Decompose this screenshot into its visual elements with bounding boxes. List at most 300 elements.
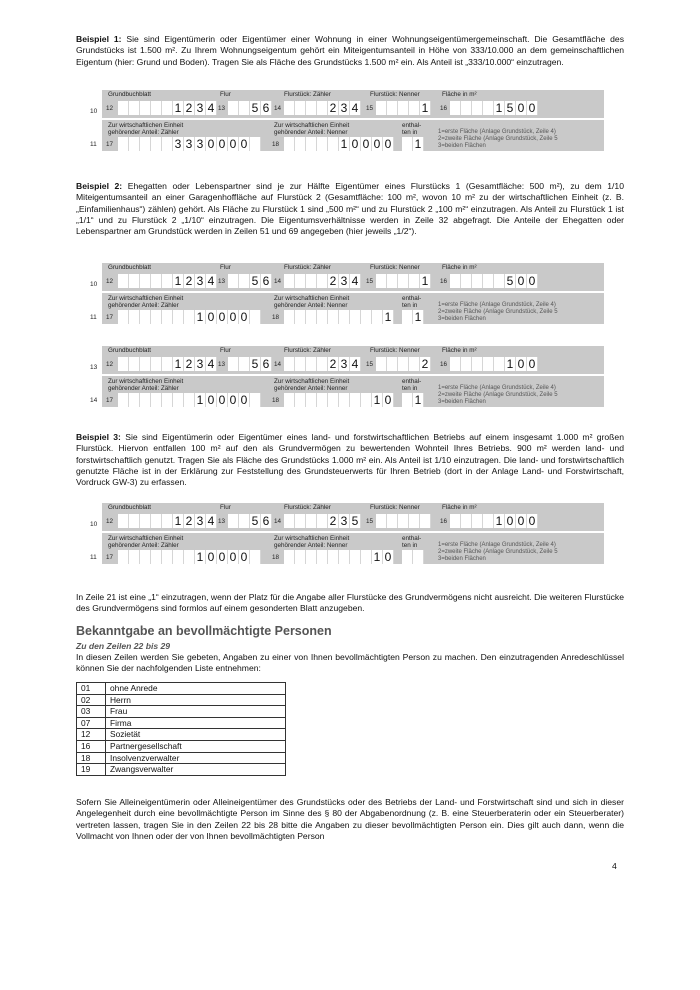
form-band-top [102,90,604,118]
form-band-bottom [102,376,604,407]
flur-field[interactable] [228,357,272,371]
flaeche-field-cell [450,101,461,115]
salutation-label: Sozietät [106,729,286,741]
flaeche-field-cell: 0 [527,514,538,528]
nenner-field-cell [398,101,409,115]
enthalten-field-cell [402,137,413,151]
table-row [77,717,286,729]
label-zaehler: Flurstück: Zähler [284,91,331,98]
salutation-label: Firma [106,717,286,729]
anteil-zaehler-field-cell [140,550,151,564]
anteil-zaehler-field-cell: 1 [195,393,206,407]
anteil-zaehler-field-cell [162,137,173,151]
flaeche-field[interactable] [450,514,538,528]
label-einheit-nenner: gehörender Anteil: Nenner [274,129,348,136]
col-number: 17 [106,554,114,561]
grundbuchblatt-field-cell [140,101,151,115]
zaehler-field-cell: 3 [339,514,350,528]
zaehler-field-cell [306,357,317,371]
anteil-zaehler-tail-field-cell: 0 [239,550,250,564]
nenner-field-cell [409,274,420,288]
anteil-zaehler-field-cell: 1 [195,550,206,564]
grundbuchblatt-field[interactable] [118,274,217,288]
label-einheit-nenner: gehörender Anteil: Nenner [274,385,348,392]
zaehler-field[interactable] [284,274,361,288]
grundbuchblatt-field-cell [118,101,129,115]
anteil-nenner-field-cell [284,393,295,407]
anteil-nenner-field-cell [306,310,317,324]
label-einheit-zaehler: gehörender Anteil: Zähler [108,129,179,136]
grundbuchblatt-field-cell: 1 [173,101,184,115]
label-grundbuchblatt: Grundbuchblatt [108,347,152,354]
nenner-field-cell [387,101,398,115]
nenner-field[interactable] [376,357,431,371]
col-number: 13 [218,278,226,285]
label-einheit-nenner: Zur wirtschaftlichen Einheit [274,535,350,542]
col-number: 18 [272,397,280,404]
anteil-zaehler-tail-field-cell: 0 [228,550,239,564]
grundbuchblatt-field-cell: 2 [184,101,195,115]
anteil-nenner-field-cell [339,310,350,324]
row-number: 10 [90,521,98,528]
anteil-nenner-field-cell [306,137,317,151]
anteil-zaehler-field[interactable] [118,550,206,564]
example-1-label: Beispiel 1: [76,34,122,44]
grundbuchblatt-field-cell: 2 [184,357,195,371]
anteil-nenner-field[interactable] [284,137,394,151]
anteil-nenner-field-cell [328,393,339,407]
flur-field-cell [228,274,239,288]
label-zaehler: Flurstück: Zähler [284,264,331,271]
label-einheit-zaehler: gehörender Anteil: Zähler [108,385,179,392]
anteil-zaehler-tail-field-cell: 0 [217,137,228,151]
flur-field-cell: 5 [250,274,261,288]
form-example-2-a [76,263,604,324]
anteil-zaehler-tail-field[interactable] [206,137,261,151]
enthalten-field[interactable] [402,550,424,564]
zaehler-field-cell [284,357,295,371]
grundbuchblatt-field-cell [129,357,140,371]
zaehler-field-cell [306,514,317,528]
anteil-nenner-field-cell: 0 [383,550,394,564]
label-einheit-zaehler: Zur wirtschaftlichen Einheit [108,378,184,385]
grundbuchblatt-field-cell [151,514,162,528]
grundbuchblatt-field-cell: 1 [173,514,184,528]
anteil-zaehler-field-cell [151,393,162,407]
label-enthalten: ten in [402,129,418,136]
anteil-zaehler-field[interactable] [118,393,206,407]
zaehler-field-cell [317,514,328,528]
legend-line: 2=zweite Fläche (Anlage Grundstück, Zeile 5 [438,136,558,142]
anteil-nenner-field-cell [372,310,383,324]
col-number: 12 [106,105,114,112]
row-number: 11 [90,314,97,321]
row-number: 13 [90,364,98,371]
col-number: 14 [274,105,282,112]
row-number: 11 [90,554,97,561]
flaeche-field-cell [483,101,494,115]
section-subtitle: Zu den Zeilen 22 bis 29 [76,641,171,651]
zaehler-field-cell: 2 [328,514,339,528]
flaeche-field-cell: 0 [516,101,527,115]
nenner-field-cell [387,357,398,371]
example-3-label: Beispiel 3: [76,432,121,442]
anteil-zaehler-field-cell [118,310,129,324]
table-row [77,764,286,776]
flaeche-field[interactable] [450,274,538,288]
zaehler-field-cell: 5 [350,514,361,528]
anteil-zaehler-tail-field-cell: 0 [217,310,228,324]
flur-field-cell [228,101,239,115]
grundbuchblatt-field[interactable] [118,514,217,528]
anteil-nenner-field[interactable] [284,550,394,564]
flur-field-cell [239,514,250,528]
label-nenner: Flurstück: Nenner [370,264,420,271]
grundbuchblatt-field[interactable] [118,101,217,115]
grundbuchblatt-field-cell [118,274,129,288]
table-row [77,740,286,752]
flur-field-cell: 6 [261,514,272,528]
zaehler-field-cell: 2 [328,274,339,288]
anteil-zaehler-tail-field-cell: 0 [239,393,250,407]
closing-paragraph: Sofern Sie Alleineigentümerin oder Alleineigentümer des Grundstücks oder des Betriebs der Land- und Forstwirtschaft sind und sich in dieser Angelegenheit durch eine bevollmächtigte Person im Sinne des § 80 der Abgabenordnung (z. B. eine Steuerberaterin oder ein Steuerberater) vertreten lassen, tragen Sie in den Zeilen 22 bis 28 bitte die Angaben zu dieser bevollmächtigten Person ein. Dies gilt auch dann, wenn die Vollmacht von Ihnen oder der von Ihnen bevollmächtigten Person [76,797,624,841]
salutation-label: Partnergesellschaft [106,740,286,752]
flaeche-field-cell [461,357,472,371]
label-einheit-zaehler: Zur wirtschaftlichen Einheit [108,122,184,129]
legend-line: 2=zweite Fläche (Anlage Grundstück, Zeile 5 [438,309,558,315]
legend-line: 3=beiden Flächen [438,556,486,562]
grundbuchblatt-field-cell [162,274,173,288]
enthalten-field-cell [402,393,413,407]
flaeche-field-cell: 0 [527,274,538,288]
flaeche-field-cell: 0 [516,514,527,528]
col-number: 16 [440,361,448,368]
row-number: 10 [90,108,98,115]
grundbuchblatt-field-cell [140,357,151,371]
col-number: 15 [366,105,374,112]
anteil-nenner-field-cell [361,310,372,324]
zaehler-field-cell [306,101,317,115]
label-einheit-zaehler: gehörender Anteil: Zähler [108,542,179,549]
zaehler-field-cell: 3 [339,101,350,115]
anteil-zaehler-tail-field-cell: 0 [206,550,217,564]
flaeche-field-cell: 5 [505,101,516,115]
table-row [77,694,286,706]
label-flur: Flur [220,504,231,511]
label-zaehler: Flurstück: Zähler [284,504,331,511]
label-enthalten: ten in [402,542,418,549]
zaehler-field[interactable] [284,514,361,528]
label-nenner: Flurstück: Nenner [370,504,420,511]
anteil-nenner-field-cell: 1 [372,393,383,407]
label-enthalten: enthal- [402,122,422,129]
nenner-field-cell: 2 [420,357,431,371]
example-1-paragraph [76,34,624,68]
anteil-nenner-field-cell [295,310,306,324]
grundbuchblatt-field-cell [151,357,162,371]
grundbuchblatt-field-cell: 3 [195,357,206,371]
flaeche-field-cell: 0 [516,357,527,371]
flur-field-cell: 6 [261,274,272,288]
label-einheit-nenner: Zur wirtschaftlichen Einheit [274,122,350,129]
label-zaehler: Flurstück: Zähler [284,347,331,354]
flaeche-field-cell: 5 [505,274,516,288]
anteil-zaehler-field-cell: 3 [173,137,184,151]
col-number: 13 [218,105,226,112]
grundbuchblatt-field-cell: 4 [206,357,217,371]
label-flaeche: Fläche in m² [442,264,477,271]
label-flur: Flur [220,264,231,271]
flur-field-cell [239,101,250,115]
anteil-zaehler-tail-field[interactable] [206,393,261,407]
grundbuchblatt-field-cell [140,514,151,528]
grundbuchblatt-field-cell: 1 [173,357,184,371]
anteil-nenner-field-cell [317,393,328,407]
anteil-nenner-field-cell: 0 [361,137,372,151]
zaehler-field-cell [284,274,295,288]
flaeche-field-cell: 1 [494,514,505,528]
col-number: 13 [218,518,226,525]
salutation-code: 07 [77,717,106,729]
anteil-zaehler-tail-field[interactable] [206,550,261,564]
salutation-label: Herrn [106,694,286,706]
flaeche-field-cell [494,274,505,288]
flaeche-field-cell [472,274,483,288]
anteil-nenner-field[interactable] [284,393,394,407]
anteil-nenner-field-cell: 1 [372,550,383,564]
flaeche-field-cell [472,357,483,371]
label-flaeche: Fläche in m² [442,504,477,511]
salutation-code-table [76,682,286,776]
anteil-zaehler-field-cell [162,393,173,407]
anteil-zaehler-field-cell: 1 [195,310,206,324]
anteil-zaehler-field-cell [129,137,140,151]
enthalten-field[interactable] [402,393,424,407]
row-number: 10 [90,281,98,288]
anteil-zaehler-field-cell [162,310,173,324]
legend-line: 2=zweite Fläche (Anlage Grundstück, Zeile 5 [438,549,558,555]
enthalten-field-cell [402,550,413,564]
anteil-nenner-field-cell [328,137,339,151]
anteil-zaehler-field-cell [162,550,173,564]
anteil-zaehler-field-cell [129,393,140,407]
grundbuchblatt-field-cell [151,101,162,115]
grundbuchblatt-field-cell [129,101,140,115]
grundbuchblatt-field-cell [151,274,162,288]
zaehler-field-cell [295,274,306,288]
legend-line: 1=erste Fläche (Anlage Grundstück, Zeile 4) [438,302,556,308]
anteil-zaehler-field-cell [118,393,129,407]
anteil-nenner-field[interactable] [284,310,394,324]
grundbuchblatt-field-cell [129,274,140,288]
flaeche-field-cell [483,514,494,528]
legend-line: 1=erste Fläche (Anlage Grundstück, Zeile 4) [438,542,556,548]
flaeche-field-cell [483,274,494,288]
col-number: 12 [106,361,114,368]
zaehler-field-cell [295,357,306,371]
example-3-text: Sie sind Eigentümerin oder Eigentümer eines land- und forstwirtschaftlichen Betriebs auf einem insgesamt 1.000 m² großen Flurstück. Hiervon entfallen 100 m² auf den als Grundvermögen zu bewertenden Wohnteil Ihres Betriebs. 900 m² werden land- und forstwirtschaftlich genutzt. Tragen Sie als Fläche des Grundstücks 1.000 m² ein. Als Anteil ist 1/10 einzutragen. Die land- und forstwirtschaftlich genutzte Fläche ist in der Erklärung zur Feststellung des Grundsteuerwerts für Ihren Betrieb (dort in der Anlage Land- und Forstwirtschaft, Vordruck GW-3) zu erfassen. [76,432,624,488]
grundbuchblatt-field-cell: 4 [206,274,217,288]
anteil-nenner-field-cell [328,550,339,564]
zaehler-field-cell: 3 [339,357,350,371]
flur-field[interactable] [228,274,272,288]
flaeche-field-cell: 0 [516,274,527,288]
nenner-field[interactable] [376,101,431,115]
anteil-zaehler-tail-field-cell: 0 [228,137,239,151]
anteil-zaehler-field-cell [140,310,151,324]
grundbuchblatt-field-cell: 4 [206,101,217,115]
flaeche-field-cell [494,357,505,371]
label-enthalten: enthal- [402,535,422,542]
grundbuchblatt-field-cell [140,274,151,288]
label-einheit-zaehler: Zur wirtschaftlichen Einheit [108,535,184,542]
flaeche-field-cell: 0 [527,101,538,115]
label-nenner: Flurstück: Nenner [370,347,420,354]
flaeche-field-cell: 0 [505,514,516,528]
zaehler-field[interactable] [284,101,361,115]
example-3-paragraph [76,432,624,488]
grundbuchblatt-field-cell [162,101,173,115]
label-enthalten: enthal- [402,378,422,385]
col-number: 14 [274,518,282,525]
zaehler-field-cell: 2 [328,357,339,371]
zaehler-field-cell: 4 [350,101,361,115]
anteil-nenner-field-cell [317,137,328,151]
flur-field-cell: 6 [261,357,272,371]
anteil-zaehler-tail-field-cell: 0 [217,393,228,407]
grundbuchblatt-field-cell: 1 [173,274,184,288]
col-number: 13 [218,361,226,368]
flaeche-field-cell [461,101,472,115]
enthalten-field[interactable] [402,310,424,324]
zaehler-field-cell: 2 [328,101,339,115]
zaehler-field-cell [284,101,295,115]
example-2-label: Beispiel 2: [76,181,123,191]
grundbuchblatt-field-cell [118,357,129,371]
label-grundbuchblatt: Grundbuchblatt [108,504,152,511]
anteil-zaehler-tail-field-cell: 0 [239,137,250,151]
flur-field[interactable] [228,101,272,115]
col-number: 16 [440,278,448,285]
anteil-zaehler-tail-field-cell: 0 [228,393,239,407]
label-grundbuchblatt: Grundbuchblatt [108,91,152,98]
table-row [77,752,286,764]
label-enthalten: enthal- [402,295,422,302]
zaehler-field-cell: 4 [350,357,361,371]
form-band-bottom [102,293,604,324]
anteil-zaehler-field-cell: 3 [184,137,195,151]
col-number: 16 [440,518,448,525]
anteil-zaehler-field[interactable] [118,137,206,151]
anteil-zaehler-tail-field-cell [250,137,261,151]
col-number: 18 [272,141,280,148]
anteil-nenner-field-cell [317,310,328,324]
form-example-2-b [76,346,604,407]
anteil-zaehler-field-cell [118,137,129,151]
anteil-zaehler-field-cell [184,550,195,564]
flaeche-field-cell [450,357,461,371]
nenner-field-cell [409,514,420,528]
enthalten-field[interactable] [402,137,424,151]
anteil-zaehler-tail-field[interactable] [206,310,261,324]
form-band-top [102,346,604,374]
flaeche-field[interactable] [450,357,538,371]
row-number: 14 [90,397,98,404]
flur-field-cell [228,514,239,528]
col-number: 18 [272,314,280,321]
anteil-zaehler-tail-field-cell: 0 [217,550,228,564]
anteil-nenner-field-cell [295,137,306,151]
label-flaeche: Fläche in m² [442,347,477,354]
salutation-code: 16 [77,740,106,752]
grundbuchblatt-field[interactable] [118,357,217,371]
zaehler-field[interactable] [284,357,361,371]
flur-field-cell: 5 [250,357,261,371]
form-example-1 [76,90,604,151]
label-enthalten: ten in [402,302,418,309]
enthalten-field-cell: 1 [413,137,424,151]
form-band-top [102,263,604,291]
anteil-nenner-field-cell [295,393,306,407]
anteil-zaehler-field-cell [129,310,140,324]
col-number: 15 [366,278,374,285]
anteil-nenner-field-cell [350,393,361,407]
grundbuchblatt-field-cell: 2 [184,514,195,528]
salutation-code: 19 [77,764,106,776]
anteil-zaehler-field-cell [151,310,162,324]
nenner-field-cell [409,357,420,371]
anteil-nenner-field-cell [306,550,317,564]
enthalten-field-cell [413,550,424,564]
form-band-bottom [102,533,604,564]
col-number: 17 [106,397,114,404]
flur-field[interactable] [228,514,272,528]
anteil-zaehler-field-cell [140,393,151,407]
enthalten-field-cell: 1 [413,393,424,407]
nenner-field-cell [398,357,409,371]
table-row [77,706,286,718]
nenner-field[interactable] [376,514,431,528]
anteil-zaehler-field-cell [184,393,195,407]
label-einheit-zaehler: Zur wirtschaftlichen Einheit [108,295,184,302]
anteil-nenner-field-cell [361,393,372,407]
salutation-label: Zwangsverwalter [106,764,286,776]
flaeche-field-cell [450,514,461,528]
anteil-nenner-field-cell: 1 [383,310,394,324]
page-number: 4 [612,861,617,871]
label-einheit-nenner: gehörender Anteil: Nenner [274,302,348,309]
nenner-field-cell [409,101,420,115]
col-number: 16 [440,105,448,112]
anteil-nenner-field-cell [295,550,306,564]
anteil-nenner-field-cell [317,550,328,564]
anteil-zaehler-tail-field-cell: 0 [206,137,217,151]
table-row [77,683,286,695]
nenner-field-cell: 1 [420,274,431,288]
flaeche-field[interactable] [450,101,538,115]
grundbuchblatt-field-cell [162,357,173,371]
col-number: 18 [272,554,280,561]
anteil-zaehler-field[interactable] [118,310,206,324]
grundbuchblatt-field-cell: 2 [184,274,195,288]
label-einheit-nenner: Zur wirtschaftlichen Einheit [274,378,350,385]
col-number: 14 [274,278,282,285]
grundbuchblatt-field-cell: 4 [206,514,217,528]
col-number: 12 [106,518,114,525]
anteil-zaehler-field-cell [140,137,151,151]
nenner-field[interactable] [376,274,431,288]
example-2-paragraph [76,181,624,237]
